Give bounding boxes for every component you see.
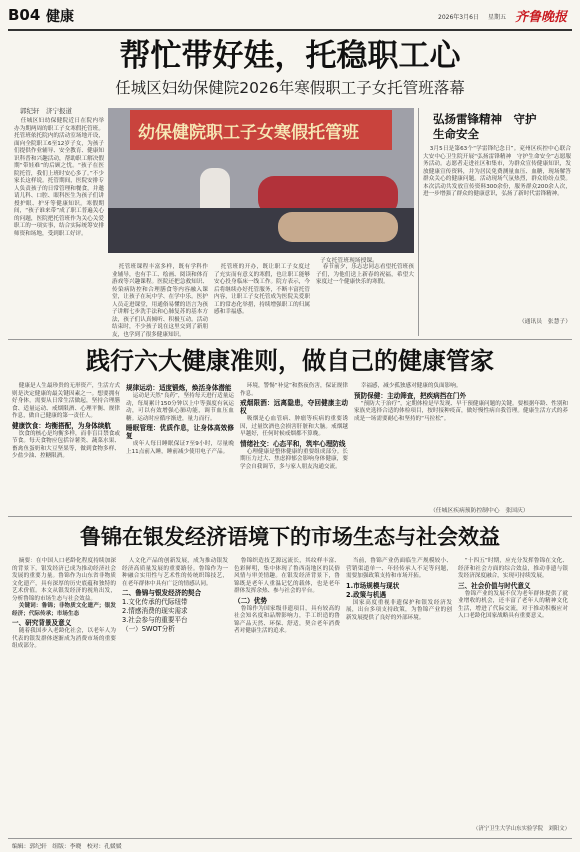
- article3-heading-background: 一、研究背景及意义: [12, 619, 72, 627]
- article2-heading-smoking: 戒烟限酒：远离隐患，夺回健康主动权: [240, 399, 348, 415]
- article3-col5b-text: 鲁锦产业的发展不仅为老年群体提供了就业增收的机会，还丰富了老年人的精神文化生活，增进了代际交流，对于推动积极应对人口老龄化国家战略具有重要意义。: [458, 590, 568, 619]
- article3-col5-text: “十四五”时期，应充分发挥鲁锦在文化、经济和社会方面的综合效益，推动非遗与银发经济深度融合，实现可持续发展。: [458, 558, 568, 579]
- article3-keywords: 关键词：鲁锦；非物质文化遗产；银发经济；代际传承；市场生态: [12, 603, 116, 617]
- article1-col2: [112, 264, 208, 338]
- article3-sub-emotion: 2.情感消费的现实需求: [122, 607, 188, 615]
- article3-sub-swot: （一）SWOT分析: [122, 625, 175, 633]
- article2-col2: [126, 383, 234, 511]
- photo-children-row3: [278, 212, 398, 242]
- article2-col1-text: 健康是人生最珍贵的无形资产，生活方式则是决定健康的最关键因素之一。想要拥有好身体，需要从日常生活做起，坚持合理膳食、适量运动、戒烟限酒、心理平衡、规律作息，做自己健康的第一责任人。: [12, 383, 120, 419]
- article2-heading-diet: 健康饮食：均衡搭配，为身体续航: [12, 421, 111, 430]
- article2-heading-mood: 情绪社交：心态平和，筑牢心理防线: [240, 439, 346, 448]
- article3-col1: [12, 558, 116, 836]
- article3-sub-participation: 3.社会参与的重要平台: [122, 616, 188, 624]
- article2-heading-exercise: 规律运动：适度锻炼，焕活身体潜能: [126, 384, 232, 392]
- article3-col1-text: 摘要：在中国人口老龄化程度持续加深的背景下，银发经济已成为推动经济社会发展的重要力量。鲁锦作为山东省非物质文化遗产，具有深厚的历史底蕴和独特的艺术价值。本文从银发经济的视角出发，分析鲁锦的市场生态与社会效益。: [12, 558, 116, 602]
- article3-title: 鲁锦在银发经济语境下的市场生态与社会效益: [80, 524, 500, 549]
- issue-weekday: 星期五: [488, 14, 507, 21]
- sidebar-byline: （通讯员 张慧子）: [518, 319, 571, 325]
- article2-title: 践行六大健康准则，做自己的健康管家: [86, 346, 494, 375]
- sidebar-text: 3月5日是第63个“学雷锋纪念日”。兖州区疾控中心联合大安中心卫生院开展“弘扬雷锋精神 守护生命安全”志愿服务活动。志愿者走进社区和集市，为群众宣传健康知识，发放健康宣传资料，并为居民免费测量血压、血糖，现场解答群众关心的健康问题。活动现场气氛热烈，群众纷纷点赞。本次活动共发放宣传资料300余份，服务群众200余人次，进一步增强了群众的健康意识，弘扬了新时代雷锋精神。: [423, 146, 571, 197]
- page-code: B04: [8, 6, 41, 24]
- sidebar-rule: [418, 108, 419, 336]
- article2-byline: （任城区疾病预防控制中心 张国庆）: [430, 508, 529, 514]
- article1-col4: [316, 264, 414, 332]
- article3-heading-policy: 2.政策与机遇: [346, 590, 387, 599]
- article2-heading-sleep: 睡眠管理：优质作息，让身体高效修复: [126, 424, 234, 440]
- sidebar-text-block: [423, 146, 571, 316]
- article1-col1: [14, 118, 104, 318]
- article2-col4-text: 幸福感，减少孤独感对健康的负面影响。: [360, 383, 462, 389]
- article1-photo: [108, 108, 414, 253]
- article3-heading-market: 1.市场规模与现状: [346, 581, 400, 590]
- article1-photo-caption: 子女托管班现场授课。: [320, 258, 378, 264]
- footer: [12, 841, 122, 850]
- article2-col2-text: 运动是天然“良药”，坚持每天进行适量运动，每周累计150分钟以上中等强度有氧运动，可以有效增强心肺功能，调节血压血糖。运动时应循序渐进，量力而行。: [126, 393, 234, 422]
- article3-heading-fit: 二、鲁锦与银发经济的契合: [122, 589, 202, 597]
- article1-col4-text: 春节前夕，乐志忠同志看望托管班孩子们，为他们送上新春的祝福，希望大家度过一个健康快乐的寒假。: [316, 264, 414, 285]
- article3-byline: （济宁卫生大学山东实验学院 刘阳文）: [472, 826, 570, 832]
- article3-col5: [458, 558, 568, 820]
- article3-col3b-text: 鲁锦作为国家级非遗项目，具有较高的社会知名度和品牌影响力，手工织造的鲁锦产品天然、环保、舒适，契合老年消费者对健康生活的追求。: [234, 605, 340, 634]
- sidebar-title: 弘扬雷锋精神 守护生命安全: [433, 112, 537, 141]
- article2-col4b-text: “预防大于治疗”，定期体检是早发现、早干预健康问题的关键。要根据年龄、性别和家族史选择合适的体检项目，按时接种疫苗，做好慢性病自我管理。健康生活方式的养成是一场需要耐心和坚持的“马拉松”。: [354, 400, 568, 422]
- article3-col1c-text: 随着我国步入老龄化社会，以老年人为代表的银发群体逐渐成为消费市场的重要组成部分。: [12, 628, 116, 649]
- article2-col3b-text: 吸烟是心血管病、肿瘤等疾病的重要诱因，过量饮酒也会损害肝脏和大脑。戒烟越早越好，任何时候戒烟都不算晚。: [240, 416, 348, 437]
- rule-a2-a3: [8, 516, 572, 517]
- article1-col2-text: 托管班课程丰富多样，既有学科作业辅导，也有手工、绘画、阅读和体育游戏等兴趣课程。医院还把急救知识、传染病防控和合理膳食等内容融入课堂，让孩子在玩中学、在学中乐。医护人员走进课堂，用通俗易懂的语言为孩子讲解七步洗手法和心肺复苏的基本方法，孩子们认真倾听、积极互动。活动结束时，不少孩子说在这里交到了新朋友，也学到了很多健康知识。: [112, 264, 208, 338]
- footer-proof: 校对：孔媛媛: [86, 844, 122, 850]
- photo-banner-text: 幼保健院职工子女寒假托管班: [138, 123, 359, 143]
- article1-col3: [214, 264, 310, 332]
- paper-logo: 齐鲁晚报: [515, 10, 568, 25]
- rule-a1-a2: [8, 339, 572, 340]
- article2-col3c-text: 心理健康是整体健康的重要组成部分。长期压力过大、焦虑抑郁会影响身体健康，要学会自我调节，多与家人朋友沟通交流。: [240, 448, 348, 470]
- page-header: [8, 6, 572, 28]
- article2-col2b-text: 成年人每日睡眠保证7至9小时，尽量晚上11点前入睡，睡前减少使用电子产品。: [126, 441, 234, 455]
- article3-col2: [122, 558, 228, 836]
- header-rule: [8, 29, 572, 31]
- article3-sub-heritage: 1.文化传承的代际纽带: [122, 598, 188, 606]
- footer-rule: [8, 838, 572, 839]
- article3-heading-strength: （二）优势: [234, 596, 267, 605]
- article2-col3-text: 环境，警惕“补觉”和熬夜伤害，保证规律作息。: [240, 383, 348, 397]
- article3-col3: [234, 558, 340, 836]
- article2-col1: [12, 383, 120, 511]
- article2-col3: [240, 383, 348, 511]
- article1-col3-text: 托管班的开办，既让职工子女度过了充实而有意义的寒假，也让职工能够安心投身临床一线工作。院方表示，今后将继续办好托管服务，不断丰富托管内容，让职工子女托管成为医院关爱职工的常态化举措，持续增强职工的归属感和幸福感。: [214, 264, 310, 315]
- issue-date: 2026年3月6日: [438, 14, 479, 21]
- article3-col4: [346, 558, 452, 836]
- article3-col3-text: 鲁锦织造技艺源远流长，其纹样丰富、色彩鲜明，集中体现了鲁西南地区的民俗风情与审美情趣。在银发经济背景下，鲁锦既是老年人重温记忆的载体，也是老年群体发挥余热、参与社会的平台。: [234, 558, 340, 594]
- footer-editor: 编辑：郭纪轩: [12, 844, 47, 850]
- section-name: 健康: [46, 9, 74, 25]
- sidebar-box: [423, 112, 571, 336]
- article3-col2-text: 人文化产品的创新发展，成为推动银发经济高质量发展的重要路径。鲁锦作为一种融合实用性与艺术性的传统织锦技艺，在老年群体中具有广泛的情感认同。: [122, 558, 228, 587]
- article1-subtitle: 任城区妇幼保健院2026年寒假职工子女托管班落幕: [115, 79, 465, 97]
- article3-heading-value: 三、社会价值与时代意义: [458, 581, 531, 590]
- article1-col1-text: 任城区妇幼保健院近日在院内举办为期两周的职工子女寒假托管班。托管班依托院内的活动室场地开设，面向全院职工6至12岁子女，为孩子们提供作业辅导、安全教育、健康知识科普和兴趣活动，帮助职工解决假期“带娃难”的后顾之忧。“孩子在医院托管，我们上班时安心多了。”不少家长这样说。托管期间，医院安排专人负责孩子的日常管理和餐食，并邀请儿科、口腔、眼科医生为孩子们讲授护眼、护牙等健康知识。寒假期间，“孩子谁来带”成了职工普遍关心的问题，医院把托管班作为关心关爱职工的一项实事，结合实际统筹安排师资和场地，受到职工好评。: [14, 118, 104, 237]
- article1-title: 帮忙带好娃，托稳职工心: [119, 38, 461, 74]
- article2-col1b-text: 饮食的核心是均衡多样，而非盲目禁食或节食。每天食物应包括谷薯类、蔬菜水果、畜禽鱼蛋奶和大豆坚果等，做到食物多样、少盐少油、控糖限酒。: [12, 430, 120, 459]
- article1-byline: 郭纪轩 济宁报道: [20, 107, 72, 115]
- article3-col4b-text: 国家高度重视非遗保护和银发经济发展，出台多项支持政策，为鲁锦产业的创新发展提供了良好的外部环境。: [346, 599, 452, 621]
- article2-heading-prevention: 预防保健：主动筛查，把疾病挡在门外: [354, 391, 467, 400]
- article3-col4-text: 当前，鲁锦产业仍面临生产规模较小、营销渠道单一、年轻传承人不足等问题，需要加强政策支持和市场开拓。: [346, 558, 452, 579]
- footer-designer: 组版：李晓: [52, 844, 82, 850]
- article2-col4: [354, 383, 568, 503]
